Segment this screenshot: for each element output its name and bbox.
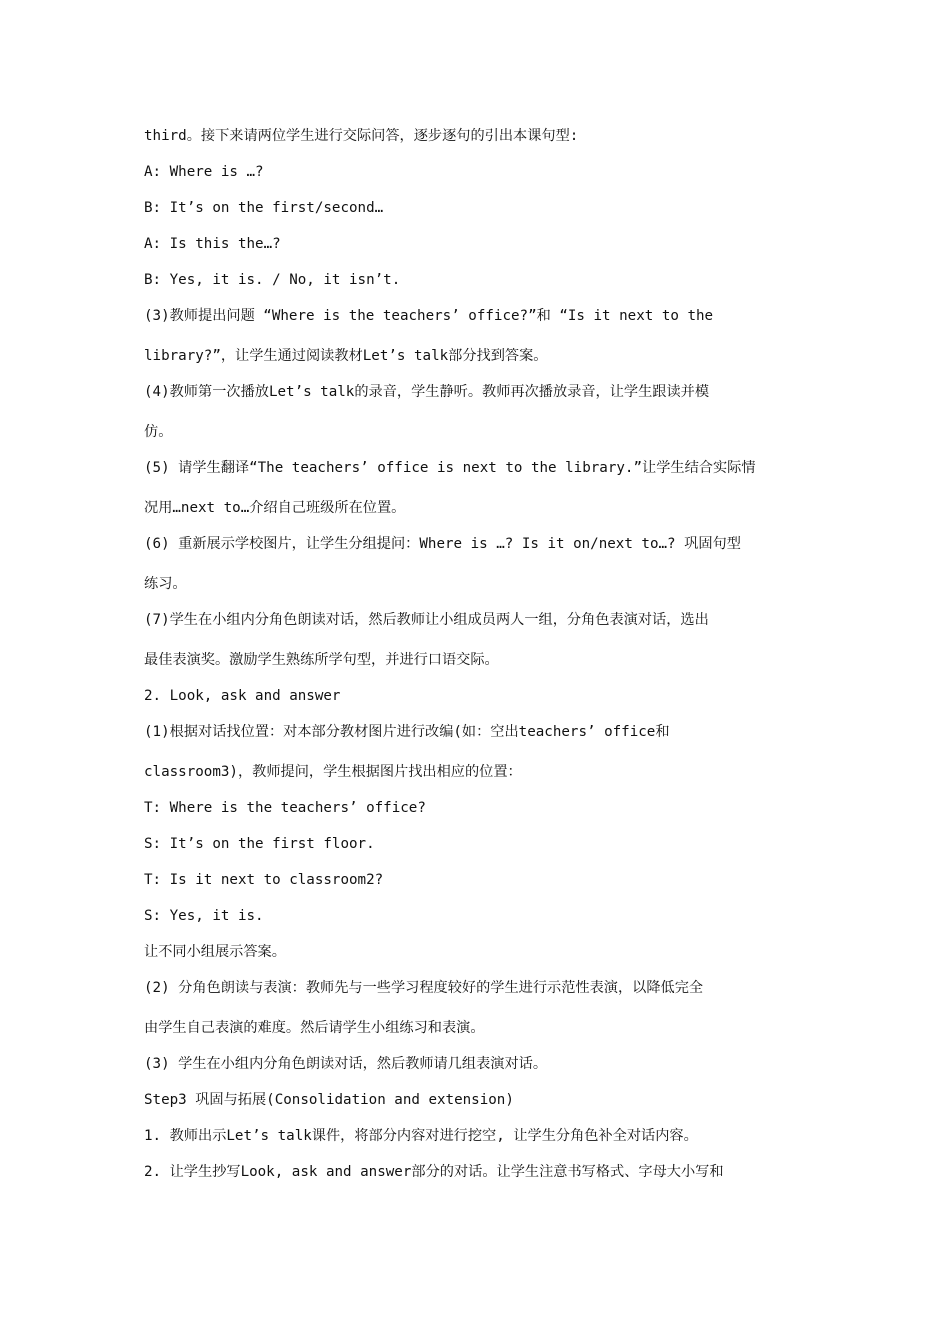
text-line: Step3 巩固与拓展(Consolidation and extension) [144,1092,514,1108]
text-line: T: Where is the teachers’ office? [144,800,426,816]
text-line: T: Is it next to classroom2? [144,872,384,888]
text-line: 让不同小组展示答案。 [144,944,286,960]
text-line: 练习。 [144,576,187,592]
text-line: (7)学生在小组内分角色朗读对话，然后教师让小组成员两人一组，分角色表演对话，选出 [144,612,709,628]
text-line: S: Yes, it is. [144,908,264,924]
document-page [144,118,808,1190]
text-line: third。接下来请两位学生进行交际问答，逐步逐句的引出本课句型: [144,128,579,144]
text-line: 况用…next to…介绍自己班级所在位置。 [144,500,406,516]
text-line: 由学生自己表演的难度。然后请学生小组练习和表演。 [144,1020,485,1036]
text-line: B: It’s on the first/second… [144,200,384,216]
text-line: 最佳表演奖。激励学生熟练所学句型，并进行口语交际。 [144,652,499,668]
text-line: (5) 请学生翻译“The teachers’ office is next to the library.”让学生结合实际情 [144,460,756,476]
text-line: A: Where is …? [144,164,264,180]
text-line: (6) 重新展示学校图片，让学生分组提问：Where is …? Is it on/next to…? 巩固句型 [144,536,741,552]
text-line: (2) 分角色朗读与表演：教师先与一些学习程度较好的学生进行示范性表演，以降低完全 [144,980,704,996]
text-line: (4)教师第一次播放Let’s talk的录音，学生静听。教师再次播放录音，让学生跟读并模 [144,384,710,400]
text-line: (3)教师提出问题 “Where is the teachers’ office?”和 “Is it next to the [144,308,714,324]
text-line: 1. 教师出示Let’s talk课件，将部分内容对进行挖空, 让学生分角色补全对话内容。 [144,1128,698,1144]
text-line: 2. Look, ask and answer [144,688,341,704]
text-line: 2. 让学生抄写Look, ask and answer部分的对话。让学生注意书写格式、字母大小写和 [144,1164,724,1180]
text-line: (3) 学生在小组内分角色朗读对话，然后教师请几组表演对话。 [144,1056,548,1072]
text-line: 仿。 [144,424,173,440]
text-line: (1)根据对话找位置：对本部分教材图片进行改编(如：空出teachers’ office和 [144,724,670,740]
text-line: library?”，让学生通过阅读教材Let’s talk部分找到答案。 [144,348,548,364]
text-line: S: It’s on the first floor. [144,836,375,852]
text-line: classroom3)，教师提问，学生根据图片找出相应的位置： [144,764,522,780]
text-line: A: Is this the…? [144,236,281,252]
text-line: B: Yes, it is. / No, it isn’t. [144,272,401,288]
